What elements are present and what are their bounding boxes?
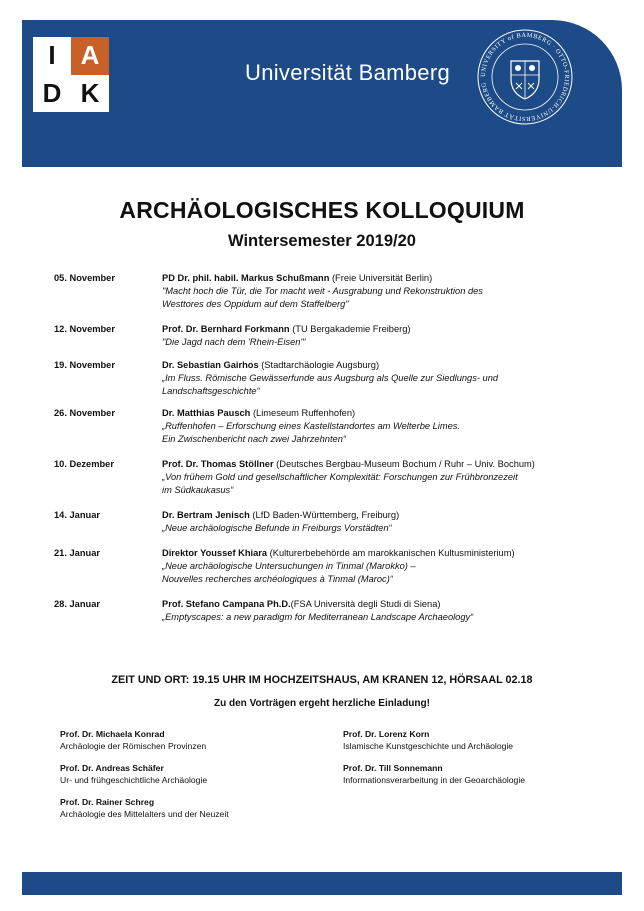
professor-name: Prof. Dr. Michaela Konrad bbox=[60, 729, 165, 739]
lecture-affiliation: (FSA Università degli Studi di Siena) bbox=[290, 599, 441, 609]
lecture-date: 05. November bbox=[54, 273, 115, 283]
seal-text: UNIVERSITY of BAMBERG · OTTO-FRIEDRICH-UNIVERSITÄT BAMBERG bbox=[479, 31, 571, 123]
lecture-speaker: PD Dr. phil. habil. Markus Schußmann bbox=[162, 273, 330, 283]
lecture-affiliation: (Stadtarchäologie Augsburg) bbox=[258, 360, 380, 370]
lecture-item bbox=[54, 458, 614, 497]
lecture-affiliation: (Freie Universität Berlin) bbox=[329, 273, 433, 283]
lecture-speaker: Prof. Dr. Bernhard Forkmann bbox=[162, 324, 290, 334]
lecture-item bbox=[54, 407, 614, 446]
lecture-affiliation: (TU Bergakademie Freiberg) bbox=[289, 324, 411, 334]
professor-name: Prof. Dr. Till Sonnemann bbox=[343, 763, 443, 773]
lecture-topic: "Die Jagd nach dem 'Rhein-Eisen'" bbox=[162, 337, 306, 347]
university-seal-icon bbox=[475, 27, 575, 127]
lecture-date: 26. November bbox=[54, 408, 115, 418]
professor-entry bbox=[60, 763, 320, 786]
lecture-item bbox=[54, 547, 614, 586]
lecture-item bbox=[54, 323, 614, 349]
lecture-affiliation: (Kulturerbebehörde am marokkanischen Kultusministerium) bbox=[267, 548, 515, 558]
logo-letter-i: I bbox=[33, 37, 71, 75]
lecture-topic: "Macht hoch die Tür, die Tor macht weit - Ausgrabung und Rekonstruktion des Westtores des Oppidum auf dem Staffelberg" bbox=[162, 286, 483, 309]
professor-field: Informationsverarbeitung in der Geoarchäologie bbox=[343, 774, 526, 785]
lecture-item bbox=[54, 272, 614, 311]
invitation-text: Zu den Vorträgen ergeht herzliche Einladung! bbox=[214, 698, 430, 709]
lecture-list bbox=[54, 272, 614, 624]
iadk-logo bbox=[33, 37, 109, 112]
professor-name: Prof. Dr. Andreas Schäfer bbox=[60, 763, 164, 773]
lecture-date: 28. Januar bbox=[54, 599, 100, 609]
lecture-item bbox=[54, 359, 614, 398]
lecture-topic: „Emptyscapes: a new paradigm for Mediterranean Landscape Archaeology“ bbox=[162, 612, 474, 622]
professor-entry bbox=[343, 729, 603, 752]
lecture-speaker: Prof. Stefano Campana Ph.D. bbox=[162, 599, 291, 609]
page-subtitle: Wintersemester 2019/20 bbox=[228, 232, 416, 250]
lecture-speaker: Dr. Matthias Pausch bbox=[162, 408, 251, 418]
lecture-affiliation: (LfD Baden-Württemberg, Freiburg) bbox=[249, 510, 400, 520]
lecture-date: 14. Januar bbox=[54, 510, 100, 520]
lecture-date: 19. November bbox=[54, 360, 115, 370]
logo-letter-a: A bbox=[71, 37, 109, 75]
lecture-affiliation: (Limeseum Ruffenhofen) bbox=[250, 408, 356, 418]
lecture-speaker: Direktor Youssef Khiara bbox=[162, 548, 268, 558]
professor-field: Archäologie des Mittelalters und der Neuzeit bbox=[60, 808, 229, 819]
lecture-date: 10. Dezember bbox=[54, 459, 114, 469]
logo-letter-k: K bbox=[71, 75, 109, 113]
lecture-topic: „Neue archäologische Befunde in Freiburgs Vorstädten“ bbox=[162, 523, 392, 533]
professor-entry bbox=[60, 797, 320, 820]
lecture-speaker: Dr. Sebastian Gairhos bbox=[162, 360, 259, 370]
lecture-date: 12. November bbox=[54, 324, 115, 334]
logo-letter-d: D bbox=[33, 75, 71, 113]
lecture-date: 21. Januar bbox=[54, 548, 100, 558]
professor-entry bbox=[60, 729, 320, 752]
university-name: Universität Bamberg bbox=[245, 60, 450, 85]
professor-field: Ur- und frühgeschichtliche Archäologie bbox=[60, 774, 208, 785]
professor-field: Islamische Kunstgeschichte und Archäologie bbox=[343, 740, 514, 751]
lecture-topic: „Im Fluss. Römische Gewässerfunde aus Augsburg als Quelle zur Siedlungs- und Landschaftsgeschichte“ bbox=[162, 373, 499, 396]
lecture-speaker: Prof. Dr. Thomas Stöllner bbox=[162, 459, 274, 469]
lecture-speaker: Dr. Bertram Jenisch bbox=[162, 510, 250, 520]
lecture-topic: „Ruffenhofen – Erforschung eines Kastellstandortes am Welterbe Limes. Ein Zwischenbericht nach zwei Jahrzehnten“ bbox=[162, 421, 460, 444]
professor-name: Prof. Dr. Lorenz Korn bbox=[343, 729, 430, 739]
lecture-topic: „Von frühem Gold und gesellschaftlicher Komplexität: Forschungen zur Frühbronzezeit im Südkaukasus“ bbox=[162, 472, 518, 495]
professor-entry bbox=[343, 763, 603, 786]
footer-bar bbox=[22, 872, 622, 895]
professors-right-column bbox=[343, 729, 603, 797]
professor-name: Prof. Dr. Rainer Schreg bbox=[60, 797, 155, 807]
professor-field: Archäologie der Römischen Provinzen bbox=[60, 740, 207, 751]
page-title: ARCHÄOLOGISCHES KOLLOQUIUM bbox=[119, 197, 525, 223]
lecture-item bbox=[54, 509, 614, 535]
lecture-affiliation: (Deutsches Bergbau-Museum Bochum / Ruhr – Univ. Bochum) bbox=[273, 459, 535, 469]
lecture-topic: „Neue archäologische Untersuchungen in Tinmal (Marokko) – Nouvelles recherches archéologiques à Tinmal (Maroc)“ bbox=[162, 561, 416, 584]
lecture-item bbox=[54, 598, 614, 624]
professors-left-column bbox=[60, 729, 320, 831]
time-and-place: ZEIT UND ORT: 19.15 UHR IM HOCHZEITSHAUS, AM KRANEN 12, HÖRSAAL 02.18 bbox=[111, 674, 533, 686]
